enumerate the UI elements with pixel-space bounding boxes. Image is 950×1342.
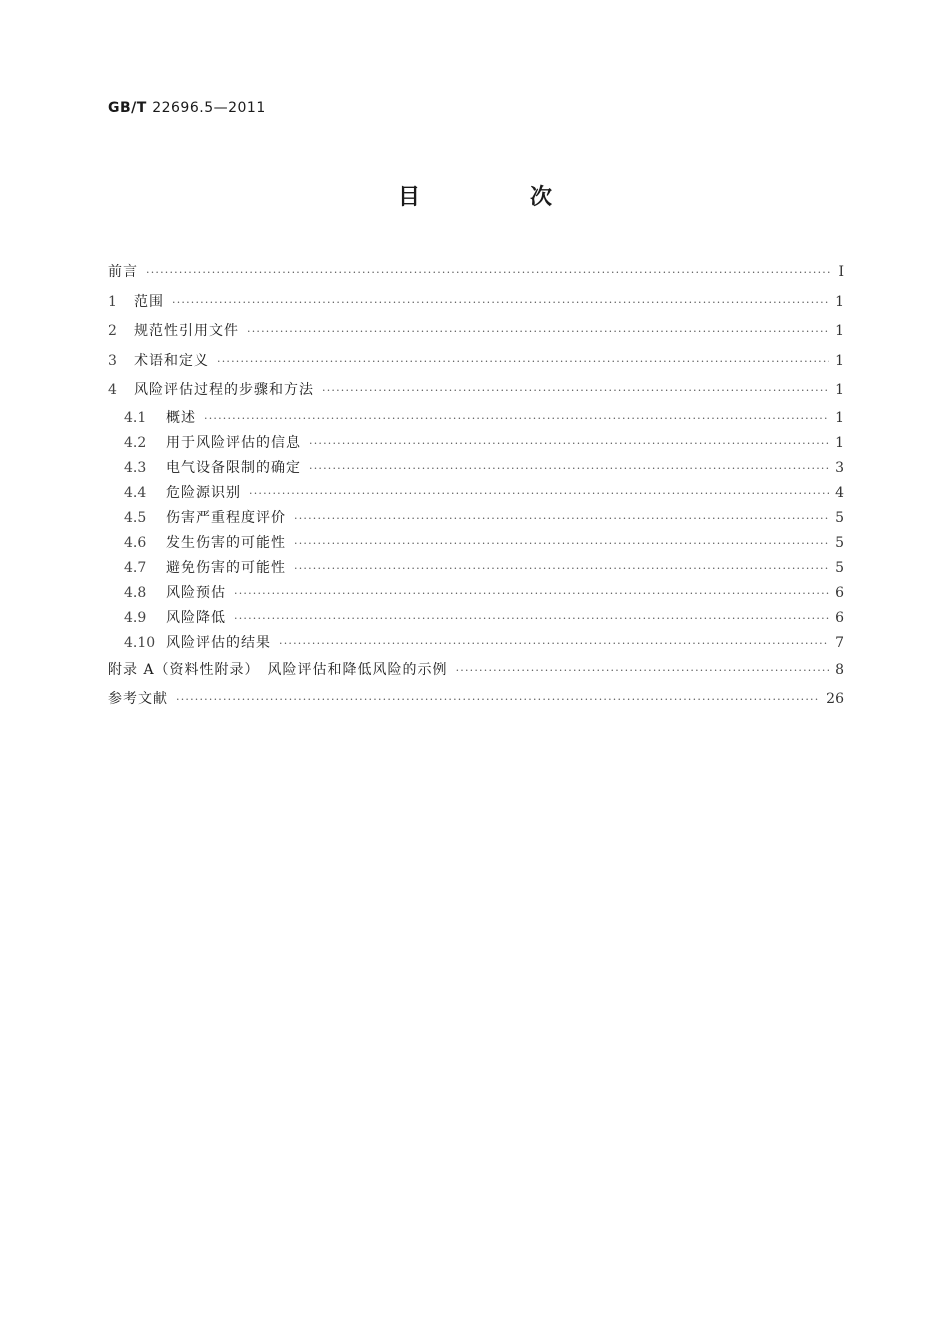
toc-entry-page: Ⅰ [838,264,844,280]
toc-entry-page: 1 [835,293,844,310]
toc-entry[interactable] [108,317,844,347]
toc-entry[interactable] [108,376,844,406]
toc-leader-dots [322,376,829,406]
toc-entry[interactable] [108,581,844,606]
toc-entry-page: 5 [835,509,844,526]
toc-entry[interactable] [108,431,844,456]
toc-entry[interactable] [108,258,844,288]
toc-entry-label: 避免伤害的可能性 [166,559,286,576]
toc-entry-label: 术语和定义 [134,352,209,369]
toc-entry-label: 伤害严重程度评价 [166,509,286,526]
toc-entry-page: 6 [835,584,844,601]
toc-entry-label: 用于风险评估的信息 [166,434,301,451]
toc-leader-dots [146,258,830,288]
toc-entry[interactable] [108,456,844,481]
toc-entry-label: 附录 A（资料性附录） 风险评估和降低风险的示例 [108,661,448,678]
toc-entry[interactable] [108,347,844,377]
toc-entry-number: 4.8 [124,584,147,601]
document-code-number: 22696.5—2011 [152,100,266,116]
toc-entry-number: 4.2 [124,434,147,451]
toc-entry-page: 1 [835,382,844,398]
toc-entry[interactable] [108,288,844,318]
toc-entry-page: 5 [835,534,844,551]
toc-leader-dots [234,581,829,606]
table-of-contents [108,258,844,715]
toc-entry-page: 3 [835,459,844,476]
toc-entry[interactable] [108,685,844,715]
toc-entry[interactable] [108,656,844,686]
toc-leader-dots [294,556,829,581]
toc-entry-label: 规范性引用文件 [134,323,239,339]
toc-leader-dots [204,406,829,431]
toc-entry-number: 4.7 [124,559,147,576]
toc-entry-number: 4 [108,382,117,398]
toc-entry-label: 概述 [166,409,196,426]
toc-entry-number: 4.1 [124,409,147,426]
toc-entry[interactable] [108,406,844,431]
toc-entry-page: 8 [835,661,844,678]
toc-leader-dots [234,606,829,631]
toc-entry[interactable] [108,506,844,531]
toc-entry[interactable] [108,631,844,656]
toc-entry-page: 7 [835,634,844,651]
toc-entry-number: 4.6 [124,534,147,551]
toc-entry-label: 参考文献 [108,691,168,707]
toc-entry[interactable] [108,606,844,631]
toc-entry-label: 电气设备限制的确定 [166,459,301,476]
toc-entry-label: 发生伤害的可能性 [166,534,286,551]
document-code [108,100,266,116]
toc-leader-dots [176,685,820,715]
toc-leader-dots [456,656,830,686]
toc-entry-page: 1 [835,323,844,339]
toc-entry-number: 3 [108,352,117,369]
toc-entry-page: 1 [835,434,844,451]
toc-entry-label: 范围 [134,293,164,310]
document-code-prefix: GB/T [108,100,147,116]
toc-leader-dots [294,506,829,531]
toc-leader-dots [309,456,829,481]
toc-leader-dots [172,288,829,318]
toc-entry-number: 4.5 [124,509,147,526]
toc-entry[interactable] [108,481,844,506]
toc-entry[interactable] [108,531,844,556]
toc-leader-dots [217,347,829,377]
toc-entry-page: 1 [835,409,844,426]
toc-entry-label: 风险评估过程的步骤和方法 [134,382,314,398]
toc-entry-page: 26 [826,691,844,707]
toc-leader-dots [247,317,829,347]
toc-entry-page: 4 [835,484,844,501]
toc-entry-label: 风险评估的结果 [166,634,271,651]
toc-entry-number: 2 [108,323,117,339]
toc-entry[interactable] [108,556,844,581]
toc-entry-label: 危险源识别 [166,484,241,501]
toc-leader-dots [294,531,829,556]
toc-title: 目 次 [397,185,596,210]
toc-entry-page: 5 [835,559,844,576]
toc-leader-dots [249,481,829,506]
toc-leader-dots [279,631,829,656]
toc-entry-number: 4.4 [124,484,147,501]
toc-entry-label: 风险降低 [166,609,226,626]
toc-entry-number: 4.10 [124,634,156,651]
toc-leader-dots [309,431,829,456]
toc-entry-page: 1 [835,352,844,369]
toc-entry-number: 1 [108,293,117,310]
toc-entry-page: 6 [835,609,844,626]
toc-entry-label: 前言 [108,264,138,280]
toc-entry-label: 风险预估 [166,584,226,601]
toc-entry-number: 4.3 [124,459,147,476]
toc-entry-number: 4.9 [124,609,147,626]
